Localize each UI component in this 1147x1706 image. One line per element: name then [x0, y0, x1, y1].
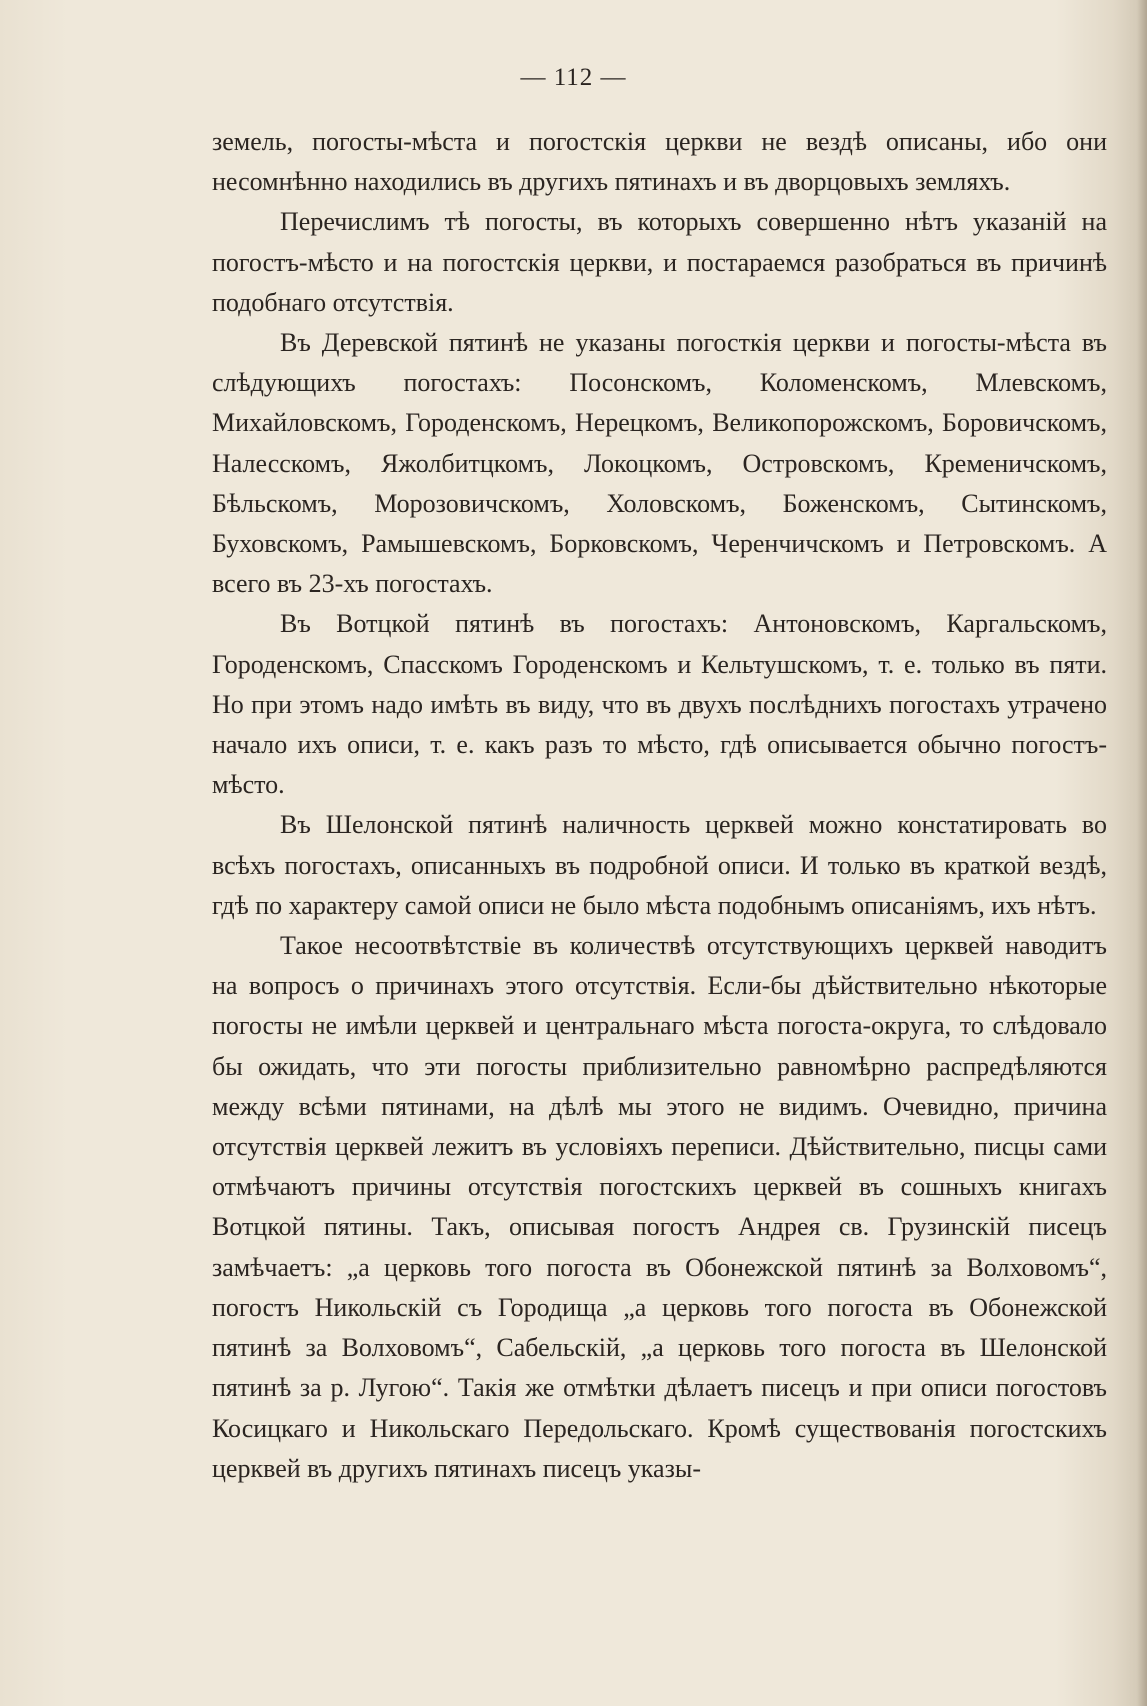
paragraph-1: земель, погосты-мѣста и погостскія церкви не вездѣ описаны, ибо они несомнѣнно находились въ другихъ пятинахъ и въ дворцовыхъ земляхъ.	[212, 127, 1107, 197]
paragraph-3: Въ Деревской пятинѣ не указаны погосткія церкви и погосты-мѣста въ слѣдующихъ погостахъ: Посонскомъ, Коломенскомъ, Млевскомъ, Михайловскомъ, Городенскомъ, Нерецкомъ, Великопорожскомъ, Боровичскомъ, Налесскомъ, Яжолбитцкомъ, Локоцкомъ, Островскомъ, Кременичскомъ, Бѣльскомъ, Морозовичскомъ, Холовскомъ, Боженскомъ, Сытинскомъ, Буховскомъ, Рамышевскомъ, Борковскомъ, Черенчичскомъ и Петровскомъ. А всего въ 23-хъ погостахъ.	[212, 328, 1107, 599]
paragraph-5: Въ Шелонской пятинѣ наличность церквей можно констатировать во всѣхъ погостахъ, описанныхъ въ подробной описи. И только въ краткой вездѣ, гдѣ по характеру самой описи не было мѣста подобнымъ описаніямъ, ихъ нѣтъ.	[212, 810, 1107, 920]
paragraph-6: Такое несоотвѣтствіе въ количествѣ отсутствующихъ церквей наводитъ на вопросъ о причинахъ этого отсутствія. Если-бы дѣйствительно нѣкоторые погосты не имѣли церквей и центральнаго мѣста погоста-округа, то слѣдовало бы ожидать, что эти погосты приблизительно равномѣрно распредѣляются между всѣми пятинами, на дѣлѣ мы этого не видимъ. Очевидно, причина отсутствія церквей лежитъ въ условіяхъ переписи. Дѣйствительно, писцы сами отмѣчаютъ причины отсутствія погостскихъ церквей въ сошныхъ книгахъ Вотцкой пятины. Такъ, описывая погостъ Андрея св. Грузинскій писецъ замѣчаетъ: „а церковь того погоста въ Обонежской пятинѣ за Волховомъ“, погостъ Никольскій съ Городища „а церковь того погоста въ Обонежской пятинѣ за Волховомъ“, Сабельскій, „а церковь того погоста въ Шелонской пятинѣ за р. Лугою“. Такія же отмѣтки дѣлаетъ писецъ и при описи погостовъ Косицкаго и Никольскаго Передольскаго. Кромѣ существованія погостскихъ церквей въ другихъ пятинахъ писецъ указы-	[212, 931, 1107, 1483]
paragraph-2: Перечислимъ тѣ погосты, въ которыхъ совершенно нѣтъ указаній на погостъ-мѣсто и на погостскія церкви, и постараемся разобраться въ причинѣ подобнаго отсутствія.	[212, 207, 1107, 317]
page-number: — 112 —	[520, 64, 627, 91]
page-edge-shadow	[1137, 0, 1147, 1706]
paragraph-4: Въ Вотцкой пятинѣ въ погостахъ: Антоновскомъ, Каргальскомъ, Городенскомъ, Спасскомъ Городенскомъ и Кельтушскомъ, т. е. только въ пяти. Но при этомъ надо имѣть въ виду, что въ двухъ послѣднихъ погостахъ утрачено начало ихъ описи, т. е. какъ разъ то мѣсто, гдѣ описывается обычно погостъ-мѣсто.	[212, 609, 1107, 800]
body-text	[212, 122, 1107, 1489]
